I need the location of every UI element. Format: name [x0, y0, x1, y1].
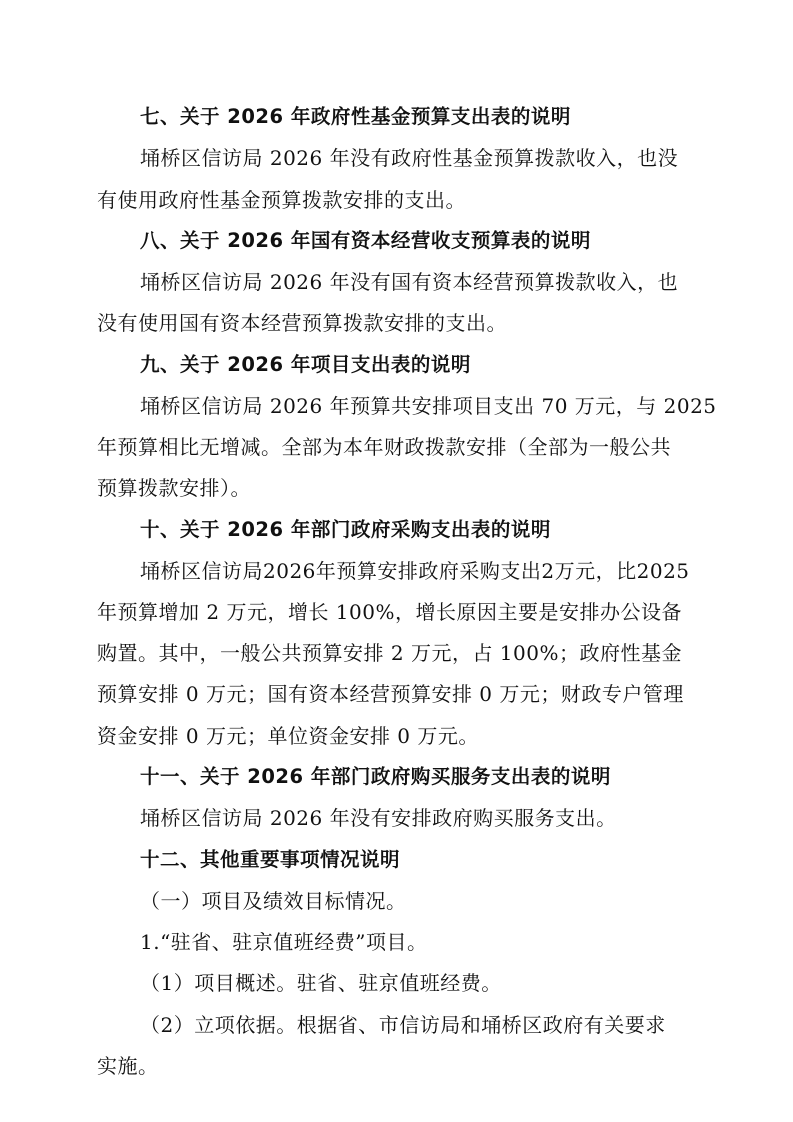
section-12-item-1: 1.“驻省、驻京值班经费”项目。: [140, 930, 428, 954]
section-12-item-1-basis-line-1: （2）立项依据。根据省、市信访局和埇桥区政府有关要求: [140, 1013, 666, 1037]
section-10-body-line-1: 埇桥区信访局2026年预算安排政府采购支出2万元，比2025: [140, 559, 690, 583]
section-10-body-line-2: 年预算增加 2 万元，增长 100%，增长原因主要是安排办公设备: [97, 600, 682, 624]
section-9-body-line-1: 埇桥区信访局 2026 年预算共安排项目支出 70 万元，与 2025: [140, 394, 717, 418]
section-7-body-line-2: 有使用政府性基金预算拨款安排的支出。: [97, 188, 466, 212]
section-8-body-line-2: 没有使用国有资本经营预算拨款安排的支出。: [97, 311, 507, 335]
section-10-body-line-3: 购置。其中，一般公共预算安排 2 万元，占 100%；政府性基金: [97, 641, 682, 665]
section-9-body-line-3: 预算拨款安排）。: [97, 476, 251, 500]
section-12-heading: 十二、其他重要事项情况说明: [140, 848, 401, 871]
section-7-heading: 七、关于 2026 年政府性基金预算支出表的说明: [140, 105, 571, 128]
section-9-body-line-2: 年预算相比无增减。全部为本年财政拨款安排（全部为一般公共: [97, 435, 671, 459]
section-12-item-1-overview: （1）项目概述。驻省、驻京值班经费。: [140, 971, 502, 995]
section-7-body-line-1: 埇桥区信访局 2026 年没有政府性基金预算拨款收入，也没: [140, 146, 679, 170]
section-8-body-line-1: 埇桥区信访局 2026 年没有国有资本经营预算拨款收入，也: [140, 270, 679, 294]
section-10-body-line-4: 预算安排 0 万元；国有资本经营预算安排 0 万元；财政专户管理: [97, 682, 684, 706]
section-11-body-line-1: 埇桥区信访局 2026 年没有安排政府购买服务支出。: [140, 806, 617, 830]
section-8-heading: 八、关于 2026 年国有资本经营收支预算表的说明: [140, 229, 591, 252]
section-10-heading: 十、关于 2026 年部门政府采购支出表的说明: [140, 518, 551, 541]
section-9-heading: 九、关于 2026 年项目支出表的说明: [140, 353, 471, 376]
section-12-item-1-basis-line-2: 实施。: [97, 1054, 159, 1078]
section-12-sub-1: （一）项目及绩效目标情况。: [140, 889, 407, 913]
section-11-heading: 十一、关于 2026 年部门政府购买服务支出表的说明: [140, 765, 611, 788]
section-10-body-line-5: 资金安排 0 万元；单位资金安排 0 万元。: [97, 724, 479, 748]
